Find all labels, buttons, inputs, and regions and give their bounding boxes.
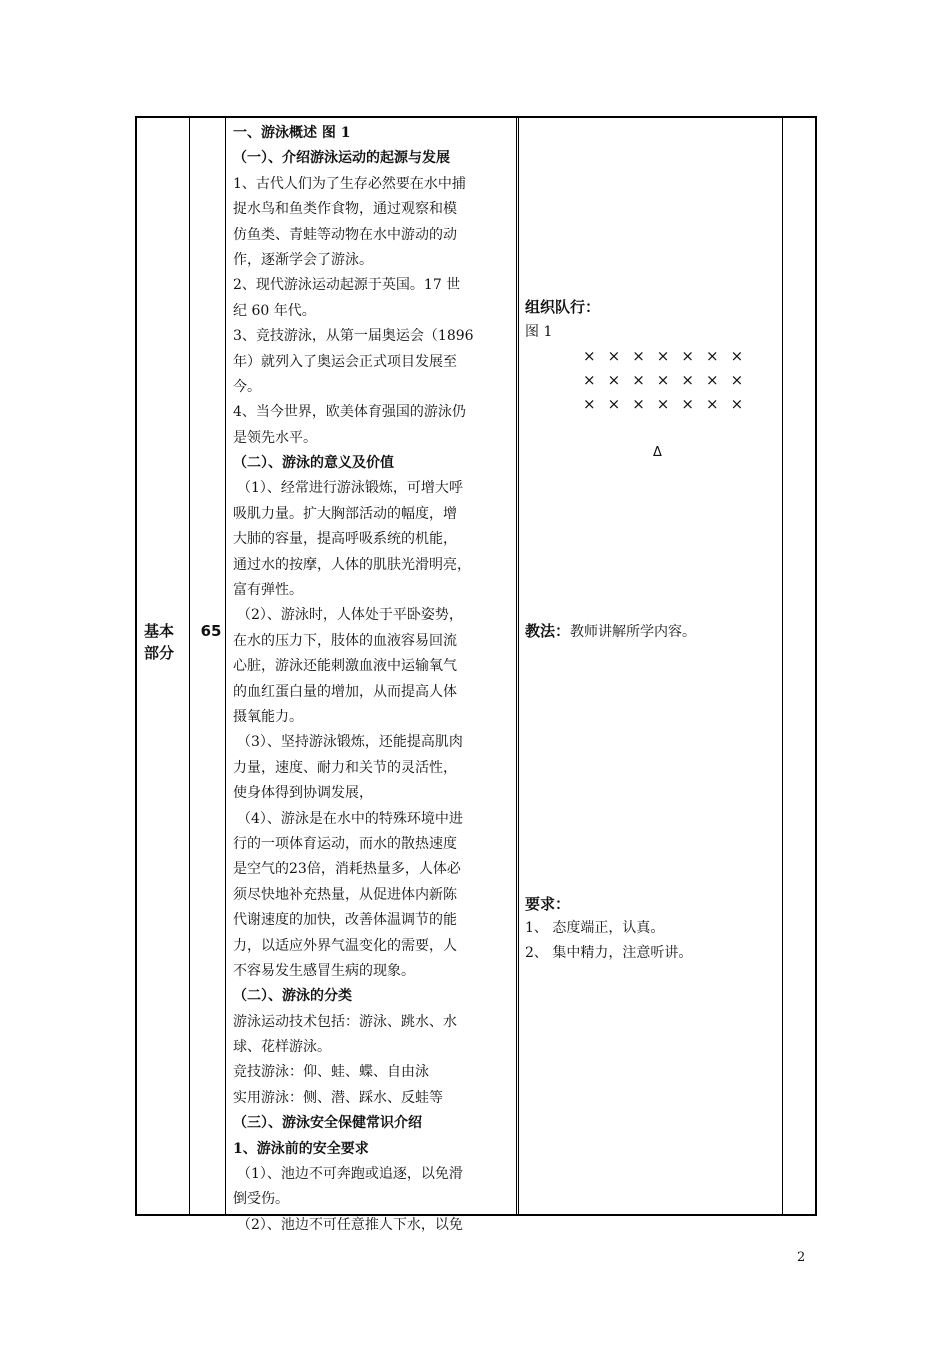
content-line: 摄氧能力。 xyxy=(233,708,303,725)
student-position-mark: × xyxy=(607,371,621,389)
content-line: （2）、池边不可任意推人下水，以免 xyxy=(237,1216,463,1233)
content-line: （三）、游泳安全保健常识介绍 xyxy=(233,1115,422,1132)
teaching-method-label: 教法： xyxy=(525,622,571,640)
content-line: 球、花样游泳。 xyxy=(233,1039,331,1056)
content-line: 大肺的容量，提高呼吸系统的机能， xyxy=(233,531,457,548)
page-number: 2 xyxy=(797,1250,806,1265)
student-position-mark: × xyxy=(656,347,670,365)
content-line: 1、游泳前的安全要求 xyxy=(233,1140,369,1157)
content-line: 行的一项体育运动，而水的散热速度 xyxy=(233,835,457,852)
content-line: 仿鱼类、青蛙等动物在水中游动的动 xyxy=(233,226,457,243)
section-label-line: 基本 xyxy=(144,622,175,640)
content-line: 是空气的23倍，消耗热量多，人体必 xyxy=(233,861,461,878)
student-position-mark: × xyxy=(607,347,621,365)
student-position-mark: × xyxy=(583,347,596,365)
content-line: （1）、池边不可奔跑或追逐，以免滑 xyxy=(237,1166,463,1183)
student-position-mark: × xyxy=(705,395,719,413)
teacher-position-mark: Δ xyxy=(653,445,662,460)
content-line: 今。 xyxy=(233,378,261,395)
content-line: 捉水鸟和鱼类作食物，通过观察和模 xyxy=(233,201,457,218)
section-time: 65 xyxy=(200,622,222,640)
student-position-mark: × xyxy=(681,395,694,413)
content-line: 作，逐渐学会了游泳。 xyxy=(233,251,373,268)
content-line: 在水的压力下，肢体的血液容易回流 xyxy=(233,632,457,649)
content-line: 竞技游泳：仰、蛙、蝶、自由泳 xyxy=(233,1064,429,1081)
content-line: 心脏，游泳还能刺激血液中运输氧气 xyxy=(233,658,457,675)
student-position-mark: × xyxy=(583,371,596,389)
content-line: 1、古代人们为了生存必然要在水中捕 xyxy=(233,175,466,192)
content-line: 倒受伤。 xyxy=(233,1191,289,1208)
content-line: 2、现代游泳运动起源于英国。17 世 xyxy=(233,277,461,294)
lesson-plan-table xyxy=(135,116,817,1233)
content-line: 实用游泳：侧、潜、踩水、反蛙等 xyxy=(233,1089,443,1106)
content-line: 是领先水平。 xyxy=(233,429,317,446)
formation-row xyxy=(577,368,757,392)
student-position-mark: × xyxy=(705,347,719,365)
requirement-item: 1、 态度端正，认真。 xyxy=(525,920,665,936)
content-line: 一、游泳概述 图 1 xyxy=(233,125,351,141)
student-position-mark: × xyxy=(632,395,645,413)
organization-title: 组织队行： xyxy=(525,298,601,316)
content-line: 年）就列入了奥运会正式项目发展至 xyxy=(233,353,457,370)
column-divider xyxy=(782,118,783,1214)
content-line: 代谢速度的加快，改善体温调节的能 xyxy=(233,912,457,929)
content-line: （二）、游泳的意义及价值 xyxy=(233,455,394,472)
content-line: （4）、游泳是在水中的特殊环境中进 xyxy=(237,810,463,827)
student-position-mark: × xyxy=(656,371,670,389)
student-position-mark: × xyxy=(656,395,670,413)
content-line: 力，以适应外界气温变化的需要，人 xyxy=(233,937,457,954)
content-line: 游泳运动技术包括：游泳、跳水、水 xyxy=(233,1013,457,1030)
content-line: 使身体得到协调发展， xyxy=(233,785,373,802)
formation-row xyxy=(577,344,757,368)
teaching-method xyxy=(525,620,696,643)
requirement-item: 2、 集中精力，注意听讲。 xyxy=(525,945,693,961)
formation-diagram xyxy=(577,344,757,416)
content-line: 力量，速度、耐力和关节的灵活性， xyxy=(233,759,457,776)
lesson-content xyxy=(233,121,510,1238)
formation-row xyxy=(577,392,757,416)
content-line: 通过水的按摩，人体的肌肤光滑明亮， xyxy=(233,556,471,573)
content-line: （2）、游泳时，人体处于平卧姿势， xyxy=(237,607,463,624)
student-position-mark: × xyxy=(632,371,645,389)
content-line: 的血红蛋白量的增加，从而提高人体 xyxy=(233,683,457,700)
content-line: 不容易发生感冒生病的现象。 xyxy=(233,962,415,979)
teaching-method-text: 教师讲解所学内容。 xyxy=(570,624,697,640)
content-line: （3）、坚持游泳锻炼，还能提高肌肉 xyxy=(237,734,463,751)
content-line: 纪 60 年代。 xyxy=(233,302,316,319)
content-line: （二）、游泳的分类 xyxy=(233,988,352,1005)
student-position-mark: × xyxy=(681,371,694,389)
student-position-mark: × xyxy=(705,371,719,389)
content-line: 4、当今世界，欧美体育强国的游泳仍 xyxy=(233,404,466,421)
column-divider xyxy=(516,118,519,1214)
section-label xyxy=(144,620,188,664)
content-line: （一）、介绍游泳运动的起源与发展 xyxy=(233,150,450,167)
content-line: 吸肌力量。扩大胸部活动的幅度，增 xyxy=(233,505,457,522)
requirements-title: 要求： xyxy=(525,895,571,913)
content-line: （1）、经常进行游泳锻炼，可增大呼 xyxy=(237,480,463,497)
student-position-mark: × xyxy=(730,371,744,389)
column-divider xyxy=(189,118,190,1214)
student-position-mark: × xyxy=(681,347,694,365)
student-position-mark: × xyxy=(730,347,744,365)
student-position-mark: × xyxy=(583,395,596,413)
formation-figure-label: 图 1 xyxy=(525,324,553,340)
content-line: 富有弹性。 xyxy=(233,582,303,599)
section-label-line: 部分 xyxy=(144,644,175,662)
student-position-mark: × xyxy=(730,395,744,413)
student-position-mark: × xyxy=(632,347,645,365)
content-line: 3、竞技游泳，从第一届奥运会（1896 xyxy=(233,328,474,345)
content-line: 须尽快地补充热量，从促进体内新陈 xyxy=(233,886,457,903)
student-position-mark: × xyxy=(607,395,621,413)
column-divider xyxy=(225,118,226,1214)
